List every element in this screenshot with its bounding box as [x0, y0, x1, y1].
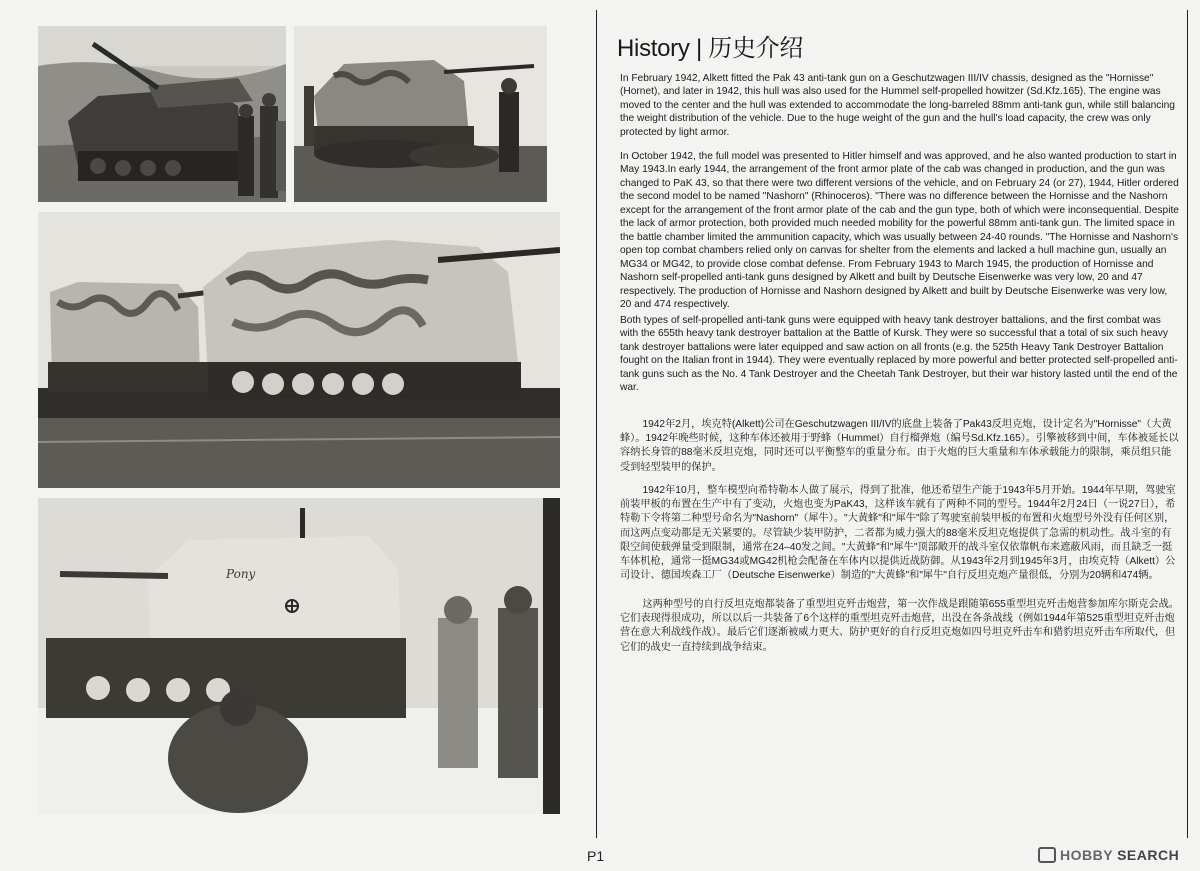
right-border — [1187, 10, 1188, 838]
history-zh-paragraph-2: 1942年10月，整车模型向希特勒本人做了展示，得到了批准，他还希望生产能于1943年5月开始。1944年早期，驾驶室前装甲板的布置在生产中有了变动，火炮也变为PaK43，这样该车就有了两种不同的型号。1944年2月24日（一说27日），希特勒下令将第二种型号命名为"Nashorn"（犀牛）。"大黄蜂"和"犀牛"除了驾驶室前装甲板的布置和火炮型号外没有任何区别，而这两点变动都是无关紧要的。尽管缺少装甲防护，二者都为威力强大的88毫米反坦克炮提供了急需的机动性。战斗室的有限空间使载弹量受到限制，通常在24–40发之间。"大黄蜂"和"犀牛"顶部敞开的战斗室仅依靠帆布来遮蔽风雨，而且缺乏一挺车体机枪，通常一挺MG34或MG42机枪会配备在车体内以提供近战防御。从1943年2月到1945年3月，由埃克特（Alkett）公司设计、德国埃森工厂（Deutsche Eisenwerke）制造的"大黄蜂"和"犀牛"自行反坦克炮产量很低，分别为20辆和474辆。 — [620, 485, 1176, 582]
photo-tank-with-crew — [38, 26, 286, 202]
history-en-paragraph-1: In February 1942, Alkett fitted the Pak 43 anti-tank gun on a Geschutzwagen III/IV chassis, designed as the "Hornisse" (Hornet), and later in 1942, this hull was also used for the Hummel self-propelled howitzer (Sd.Kfz.165). The engine was moved to the center and the hull was extended to accommodate the long-barreled 88mm anti-tank gun, while still balancing the weight distribution of the vehicle. Due to the huge weight of the gun and the hull's load capacity, the crew was only protected by light armor. — [620, 73, 1175, 138]
section-title: History | 历史介绍 — [617, 35, 804, 62]
history-zh-paragraph-1: 1942年2月，埃克特(Alkett)公司在Geschutzwagen III/IV的底盘上装备了Pak43反坦克炮，设计定名为"Hornisse"（大黄蜂）。1942年晚些时候，这种车体还被用于野蜂（Hummel）自行榴弹炮（编号Sd.Kfz.165）。引擎被移到中间，车体被延长以容纳长身管的88毫米反坦克炮，同时还可以平衡整车的重量分布。由于火炮的巨大重量和车体承载能力的限制，乘员组只能受到轻型装甲的保护。 — [620, 419, 1179, 473]
column-divider — [596, 10, 597, 838]
watermark-suffix: SEARCH — [1117, 847, 1180, 863]
watermark-brand: HOBBY — [1060, 847, 1114, 863]
hobbysearch-logo-icon — [1038, 847, 1056, 863]
history-zh-paragraph-3: 这两种型号的自行反坦克炮都装备了重型坦克歼击炮营，第一次作战是跟随第655重型坦克歼击炮营参加库尔斯克会战。它们表现得很成功，所以以后一共装备了6个这样的重型坦克歼击炮营，出没在各条战线（例如1944年第525重型坦克歼击炮营在意大利战线作战）。最后它们逐渐被威力更大、防护更好的自行反坦克炮如四号坦克歼击车和猎豹坦克歼击车所取代，但它们的战史一直持续到战争结束。 — [620, 599, 1179, 653]
watermark — [1038, 845, 1179, 865]
photo-tanks-on-railcars — [38, 212, 560, 488]
photo-winter-tank-crew — [38, 498, 560, 814]
history-en-paragraph-3: Both types of self-propelled anti-tank guns were equipped with heavy tank destroyer battalions, and the first combat was with the 655th heavy tank destroyer battalion at the Battle of Kursk. They were so successful that a total of six such heavy tank destroyer battalions were later equipped and saw action on all fronts (e.g. the 525th Heavy Tank Destroyer Battalion fought on the Italian front in 1944). They were eventually replaced by more powerful and better protected self-propelled anti-tank guns such as the No. 4 Tank Destroyer and the Cheetah Tank Destroyer, but their war history lasted until the end of the war. — [620, 315, 1178, 394]
page-number: P1 — [587, 848, 605, 864]
hull-marking: Pony — [226, 567, 256, 581]
photo-tank-crew-resting — [294, 26, 547, 202]
history-en-paragraph-2: In October 1942, the full model was presented to Hitler himself and was approved, and he also wanted production to start in May 1943.In early 1944, the arrangement of the front armor plate of the cab was changed in production, and the gun was changed to PaK 43, so that there were two different versions of the vehicle, and on February 24 (or 27), 1944, Hitler ordered the second model to be named "Nashorn" (Rhinoceros). "There was no difference between the Hornisse and the Nashorn except for the arrangement of the front armor plate of the cab and the gun type, both of which were inconsequential. Despite the lack of armor protection, both provided much needed mobility for the powerful 88mm anti-tank gun. The limited space in the battle chamber limited the ammunition capacity, which was usually between 24-40 rounds. "The Hornisse and Nashorn's open top combat chambers relied only on canvas for shelter from the elements and lacked a hull machine gun, usually an MG34 or MG42, to provide close combat defense. From February 1943 to March 1945, the production of Hornisse and Nashorn self-propelled anti-tank guns designed by Alkett and built by Deutsche Eisenwerke was very low, 20 and 47 respectively. The production of Hornisse and Nashorn designed by Alkett and built by Deutsche Eisenwerke was very low, 20 and 474 respectively. — [620, 151, 1179, 310]
